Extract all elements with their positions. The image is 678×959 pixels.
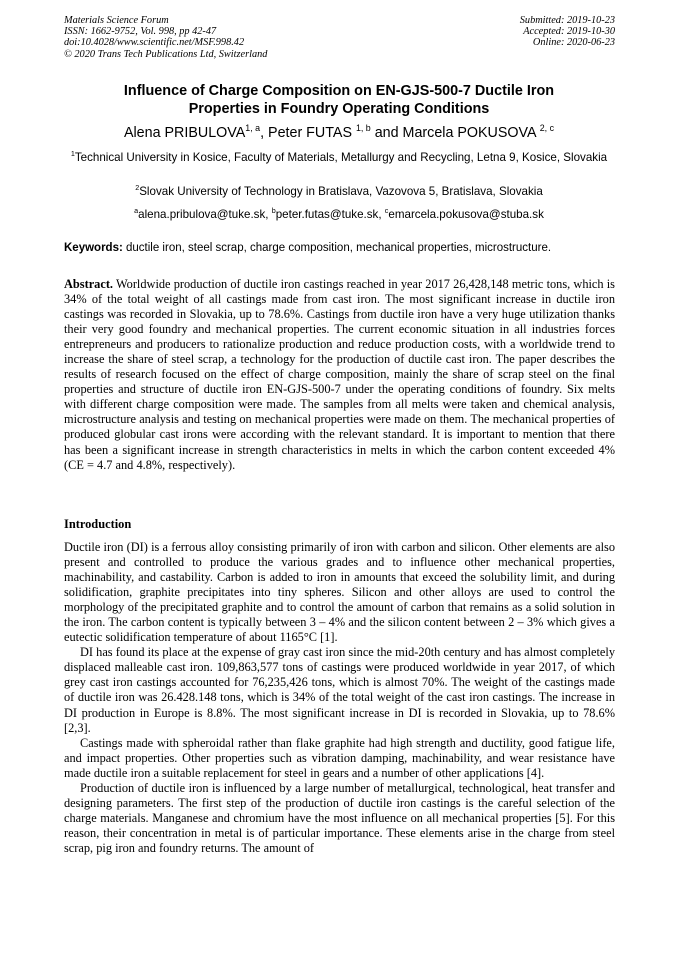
email-marker: a: [134, 206, 139, 216]
author-affil-marker: 2, c: [539, 123, 555, 134]
affiliation-2: [60, 184, 618, 201]
title-line-2: Properties in Foundry Operating Conditions: [188, 101, 490, 117]
affiliation-text: Technical University in Kosice, Faculty of Materials, Metallurgy and Recycling, Letna 9, Kosice, Slovakia: [74, 151, 608, 164]
author-name: Marcela POKUSOVA: [402, 125, 540, 141]
paragraph: Production of ductile iron is influenced by a large number of metallurgical, technological, heat transfer and designing parameters. The first step of the production of ductile iron castings is the careful selection of the charge materials. Manganese and chromium have the most influence on all mechanical properties [5]. For this reason, their concentration in metal is of particular importance. These elements arise in the charge from steel scrap, pig iron and foundry returns. The amount of: [64, 780, 615, 855]
paragraph: Ductile iron (DI) is a ferrous alloy consisting primarily of iron with carbon and silicon. Other elements are also present and controlled to produce the various grades and to influence other mechanical properties, machinability, and castability. Carbon is added to iron in amounts that exceed the solubility limit, and during solidification, graphite precipitates into tiny spheres. Silicon and other alloys are used to control the morphology of the precipitated graphite and to control the amount of carbon that remains as a solid solution in the iron. The carbon content is typically between 3 – 4% and the silicon content between 2 – 3% which gives a eutectic solidification temperature of about 1165°C [1].: [64, 540, 615, 645]
abstract: [64, 277, 615, 473]
affiliation-text: Slovak University of Technology in Bratislava, Vazovova 5, Bratislava, Slovakia: [139, 185, 543, 198]
submitted-date: Submitted: 2019-10-23: [519, 15, 615, 26]
journal-info: [64, 15, 267, 60]
email-marker: b: [271, 206, 276, 216]
dates-info: [520, 15, 615, 49]
doi[interactable]: doi:10.4028/www.scientific.net/MSF.998.42: [64, 37, 245, 49]
copyright: © 2020 Trans Tech Publications Ltd, Switzerland: [64, 48, 268, 60]
author-separator: ,: [260, 125, 269, 141]
affiliation-1: [60, 150, 618, 167]
paragraph: DI has found its place at the expense of gray cast iron since the mid-20th century and has almost completely displaced malleable cast iron. 109,863,577 tons of castings were produced worldwide in year 2017, of which grey cast iron castings accounted for 76,235,426 tons, which is almost 70%. The weight of the castings made of ductile iron was 26.428.148 tons, which is 34% of the total weight of the cast iron castings. The increase in DI production in Europe is 8.8%. The most significant increase in DI is recorded in Slovakia, up to 78.6% [2,3].: [64, 645, 615, 735]
email-address[interactable]: peter.futas@tuke.sk,: [275, 208, 385, 221]
issn: ISSN: 1662-9752, Vol. 998, pp 42-47: [64, 26, 217, 38]
paragraph: Castings made with spheroidal rather than flake graphite had high strength and ductility, good fatigue life, and impact properties. Other properties such as vibration damping, machinability, and wear resistance have made ductile iron a suitable replacement for steel in gears and a number of other applications [4].: [64, 735, 615, 780]
journal-name: Materials Science Forum: [64, 15, 169, 26]
author-affil-marker: 1, a: [245, 123, 261, 134]
keywords: [64, 241, 616, 256]
author-name: Alena PRIBULOVA: [123, 125, 246, 141]
keywords-label: Keywords:: [64, 242, 123, 254]
email-address[interactable]: alena.pribulova@tuke.sk,: [138, 208, 272, 221]
paper-title: [60, 82, 618, 118]
email-address[interactable]: emarcela.pokusova@stuba.sk: [388, 208, 544, 221]
author-affil-marker: 1, b: [355, 123, 371, 134]
keywords-text: ductile iron, steel scrap, charge composition, mechanical properties, microstructure.: [122, 242, 552, 254]
email-marker: c: [384, 206, 389, 216]
email-list: [60, 207, 618, 224]
section-heading-introduction: Introduction: [64, 517, 132, 531]
online-date: Online: 2020-06-23: [532, 37, 615, 49]
introduction-body: [64, 540, 615, 856]
affiliation-marker: 2: [135, 183, 140, 193]
author-name: Peter FUTAS: [268, 125, 356, 141]
title-line-1: Influence of Charge Composition on EN-GJS-500-7 Ductile Iron: [123, 83, 555, 99]
abstract-label: Abstract.: [64, 277, 114, 291]
accepted-date: Accepted: 2019-10-30: [523, 26, 615, 38]
author-list: [60, 124, 618, 142]
affiliation-marker: 1: [70, 149, 75, 159]
author-separator: and: [370, 125, 403, 141]
abstract-text: Worldwide production of ductile iron castings reached in year 2017 26,428,148 metric tons, which is 34% of the total weight of all castings made from cast iron. The most significant increase in ductile iron castings was recorded in Slovakia, up to 78.6%. Castings from ductile iron have a very huge utilization thanks their very good foundry and mechanical properties. The current economic situation in all industries forces entrepreneurs and producers to rationalize production and reduce production costs, with a worldwide trend to increase the share of steel scrap, a technology for the production of ductile cast iron. The paper describes the results of research focused on the effect of charge composition, mainly the share of scrap steel on the final properties and structure of ductile iron EN-GJS-500-7 under the operating conditions of foundry. Six melts with different charge composition were made. The samples from all melts were taken and chemical analysis, microstructure analysis and testing on mechanical properties were made on them. The mechanical properties of produced globular cast irons were according with the relevant standard. It is important to mention that there has been a significant increase in strength characteristics in melts in which the carbon content exceeded 4% (CE = 4.7 and 4.8%, respectively).: [64, 277, 615, 472]
